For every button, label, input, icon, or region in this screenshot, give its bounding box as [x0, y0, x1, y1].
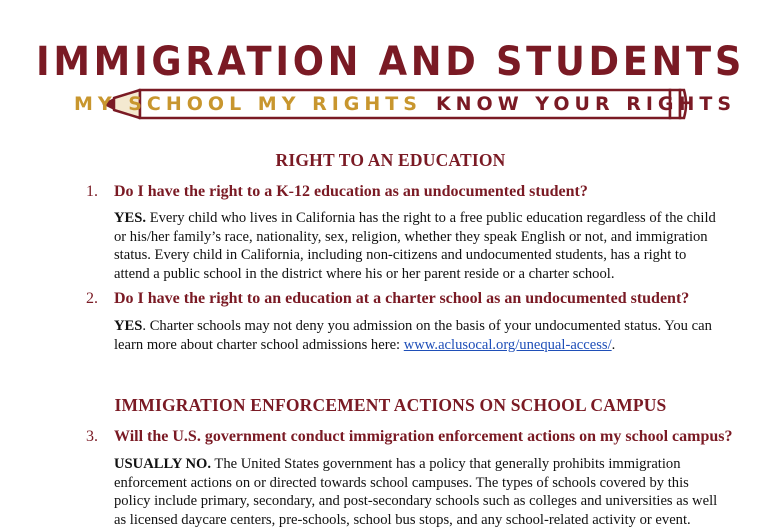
answer-end: .	[611, 336, 616, 353]
page-title: IMMIGRATION AND STUDENTS	[35, 39, 746, 85]
answer-lead: USUALLY NO.	[114, 456, 212, 472]
question-number: 3.	[86, 428, 98, 445]
section-heading-education: RIGHT TO AN EDUCATION	[275, 150, 506, 170]
answer-lead: YES	[114, 318, 143, 334]
subtitle-know-your-rights: KNOW YOUR RIGHTS	[435, 93, 737, 115]
answer-text: Every child who lives in California has the right to a free public education regardless of the child or his/her family’s race, nationality, sex, religion, whether they speak English or not, and immigration status. Every child in California, including non-citizens and undocumented students, has a right to attend a public school in the district where his or her parent reside or a charter school.	[114, 210, 716, 282]
charter-admissions-link[interactable]: www.aclusocal.org/unequal-access/	[403, 336, 612, 353]
answer-3	[114, 455, 724, 529]
question-text: Will the U.S. government conduct immigration enforcement actions on my school campus?	[114, 428, 733, 445]
answer-2	[114, 317, 724, 354]
answer-1	[114, 209, 724, 283]
question-text: Do I have the right to a K-12 education as an undocumented student?	[114, 183, 588, 200]
answer-text: The United States government has a policy that generally prohibits immigration enforcement actions on or directed towards school campuses. The types of schools covered by this policy include primary, secondary, and post-secondary schools such as colleges and universities as well as licensed daycare centers, pre-schools, school bus stops, and any school-related activity or event.	[114, 456, 718, 528]
answer-lead: YES.	[114, 210, 147, 226]
pencil-banner	[73, 87, 737, 121]
question-number: 1.	[86, 183, 98, 200]
subtitle-my-school: MY SCHOOL MY RIGHTS	[73, 93, 422, 115]
answer-text: . Charter schools may not deny you admission on the basis of your undocumented status. You can learn more about charter school admissions here:	[114, 318, 712, 353]
question-number: 2.	[86, 290, 98, 307]
question-text: Do I have the right to an education at a charter school as an undocumented student?	[114, 290, 690, 307]
section-heading-enforcement: IMMIGRATION ENFORCEMENT ACTIONS ON SCHOOL CAMPUS	[114, 395, 667, 415]
